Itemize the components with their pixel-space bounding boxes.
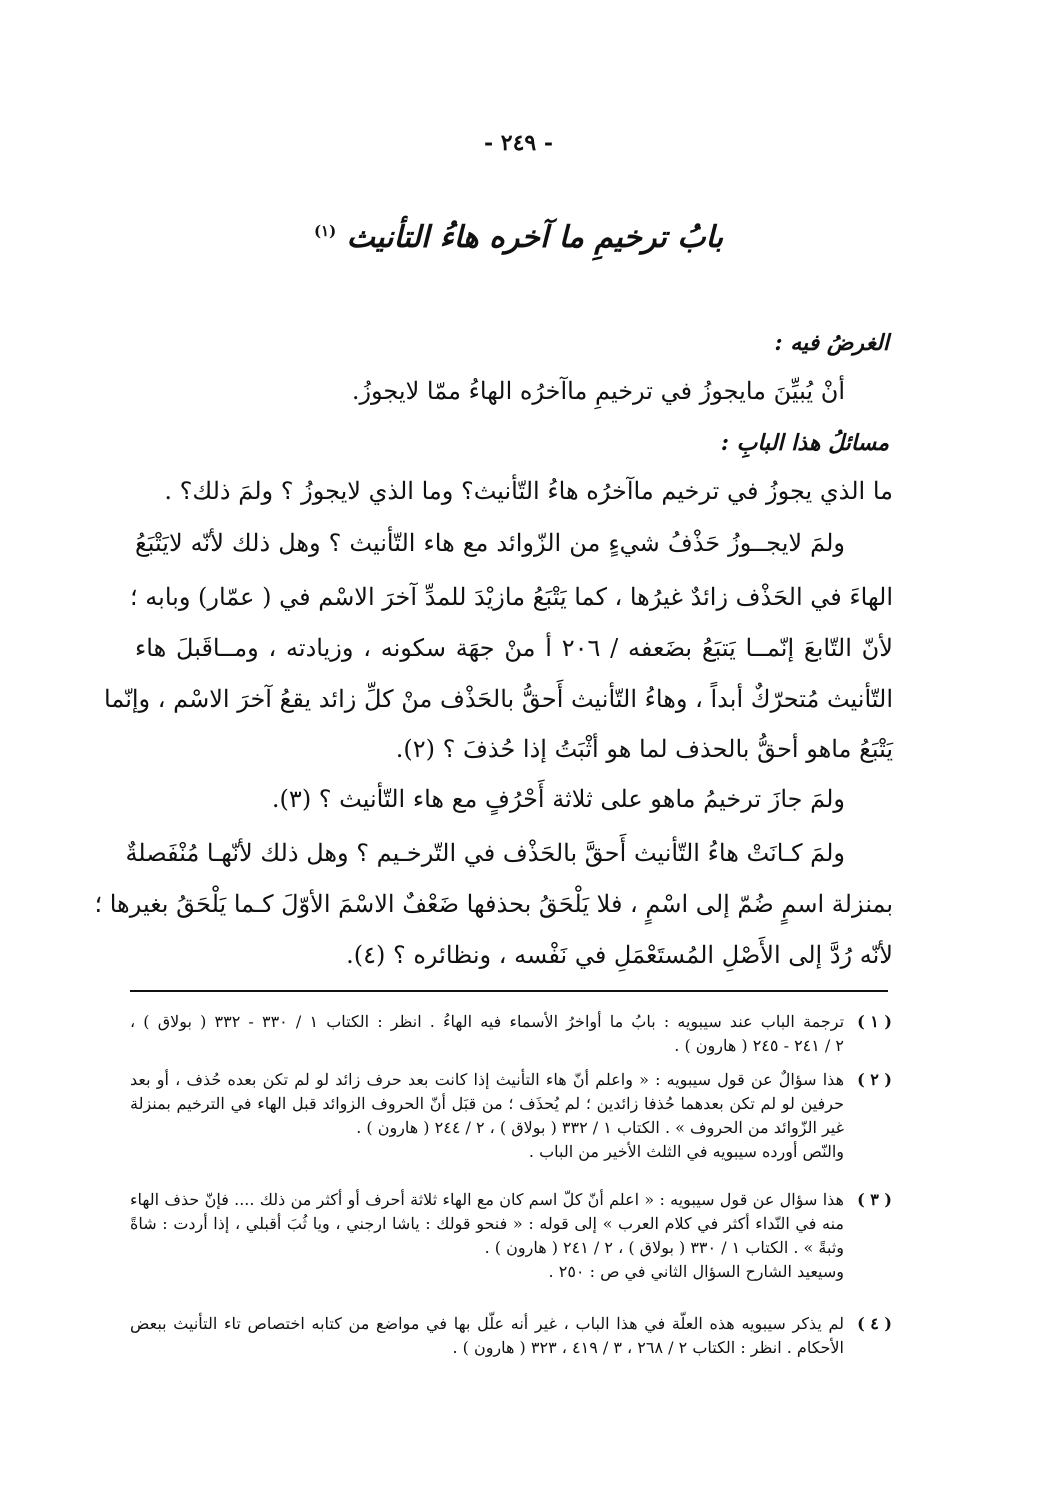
footnote-line: منه في النّداء أكثر في كلام العرب » إلى قوله : « فنحو قولك : ياشا ارجني ، ويا ثُبَ أقبلي ، إذا أردت : شاةً	[130, 1214, 844, 1233]
page-number: - ٢٤٩ -	[483, 130, 554, 156]
issues-heading: مسائلُ هذا البابِ :	[720, 430, 889, 456]
footnote-number: ( ٢ )	[857, 1070, 892, 1089]
footnote-1	[130, 1010, 892, 1058]
footnote-line: ٢ / ٢٤١ - ٢٤٥ ( هارون ) .	[674, 1036, 844, 1055]
body-line: التّأنيث مُتحرّكٌ أبداً ، وهاءُ التّأنيث أَحقُّ بالحَذْف منْ كلِّ زائد يقعُ آخرَ الاسْم ، وإنّما	[104, 685, 893, 713]
body-line: ولمَ لايجــوزُ حَذْفُ شيءٍ من الزّوائد مع هاء التّأنيث ؟ وهل ذلك لأنّه لايَتْبَعُ	[135, 529, 845, 557]
body-line: ما الذي يجوزُ في ترخيم ماآخرُه هاءُ التّأنيث؟ وما الذي لايجوزُ ؟ ولمَ ذلك؟ .	[164, 477, 893, 505]
footnote-2	[130, 1068, 892, 1164]
footnote-separator	[130, 990, 888, 992]
footnote-number: ( ٣ )	[857, 1190, 892, 1209]
body-line: ولمَ جازَ ترخيمُ ماهو على ثلاثة أَحْرُفٍ مع هاء التّأنيث ؟ (٣).	[271, 785, 845, 813]
footnote-4	[130, 1312, 892, 1360]
chapter-title	[0, 220, 1037, 255]
footnote-line: ترجمة الباب عند سيبويه : بابُ ما أواخرُ الأسماء فيه الهاءُ . انظر : الكتاب ١ / ٣٣٠ - ٣٣٢ ( بولاق ) ،	[130, 1012, 845, 1031]
footnote-line: وسيعيد الشارح السؤال الثاني في ص : ٢٥٠ .	[548, 1262, 844, 1281]
footnote-line: حرفين لو لم تكن بعدهما حُذفا زائدين ؛ لم يُحذَف ؛ من قبَل أنّ الحروف الزوائد قبل الهاء في الترخيم بمنزلة	[130, 1094, 844, 1113]
footnote-number: ( ١ )	[857, 1012, 892, 1031]
footnote-line: وثبةً » . الكتاب ١ / ٣٣٠ ( بولاق ) ، ٢ / ٢٤١ ( هارون ) .	[484, 1238, 844, 1257]
chapter-footnote-marker: (١)	[313, 222, 337, 240]
body-line: لأنّه رُدَّ إلى الأَصْلِ المُستَعْمَلِ في نَفْسه ، ونظائره ؟ (٤).	[346, 941, 893, 969]
body-line: يَتْبَعُ ماهو أحقُّ بالحذف لما هو أثْبَتُ إذا حُذفَ ؟ (٢).	[395, 735, 893, 763]
footnote-line: غير الزّوائد من الحروف » . الكتاب ١ / ٣٣٢ ( بولاق ) ، ٢ / ٢٤٤ ( هارون ) .	[356, 1118, 844, 1137]
chapter-title-text: بابُ ترخيمِ ما آخره هاءُ التأنيث	[346, 220, 724, 255]
footnote-line: لم يذكر سيبويه هذه العلّة في هذا الباب ، غير أنه علّل بها في مواضع من كتابه اختصاص تاء التأنيث ببعض	[130, 1314, 844, 1333]
footnote-line: هذا سؤالٌ عن قول سيبويه : « واعلم أنّ هاء التأنيث إذا كانت بعد حرف زائد لو لم تكن بعده حُذف ، أو بعد	[130, 1070, 844, 1089]
body-line: بمنزلة اسمٍ ضُمّ إلى اسْمٍ ، فلا يَلْحَقُ بحذفها ضَعْفٌ الاسْمَ الأوّلَ كـما يَلْحَقُ بغيرها ؛	[94, 890, 893, 918]
body-line: الهاءَ في الحَذْف زائدٌ غيرُها ، كما يَتْبَعُ مازيْدَ للمدِّ آخرَ الاسْم في ( عمّار) وبابه ؛	[130, 583, 893, 611]
footnote-line: الأحكام . انظر : الكتاب ٢ / ٢٦٨ ، ٣ / ٤١٩ ، ٣٢٣ ( هارون ) .	[452, 1338, 844, 1357]
footnote-3	[130, 1188, 892, 1284]
footnote-line: والنّص أورده سيبويه في الثلث الأخير من الباب .	[528, 1142, 844, 1161]
body-line: لأنّ التّابعَ إنّمــا يَتبَعُ بضَعفه / ٢٠٦ أ منْ جهَة سكونه ، وزيادته ، ومــاقَبلَ هاء	[135, 634, 893, 662]
body-line: ولمَ كـانَتْ هاءُ التّأنيث أَحقَّ بالحَذْف في التّرخـيم ؟ وهل ذلك لأنّهـا مُنْفَصلةٌ	[125, 839, 845, 867]
footnote-number: ( ٤ )	[857, 1314, 892, 1333]
purpose-heading: الغرضُ فيه :	[774, 330, 889, 356]
footnote-line: هذا سؤال عن قول سيبويه : « اعلم أنّ كلّ اسم كان مع الهاء ثلاثة أحرف أو أكثر من ذلك .... فإنّ حذف الهاء	[130, 1190, 844, 1209]
purpose-text: أنْ يُبيِّنَ مايجوزُ في ترخيمِ ماآخرُه الهاءُ ممّا لايجوزُ.	[351, 377, 845, 405]
